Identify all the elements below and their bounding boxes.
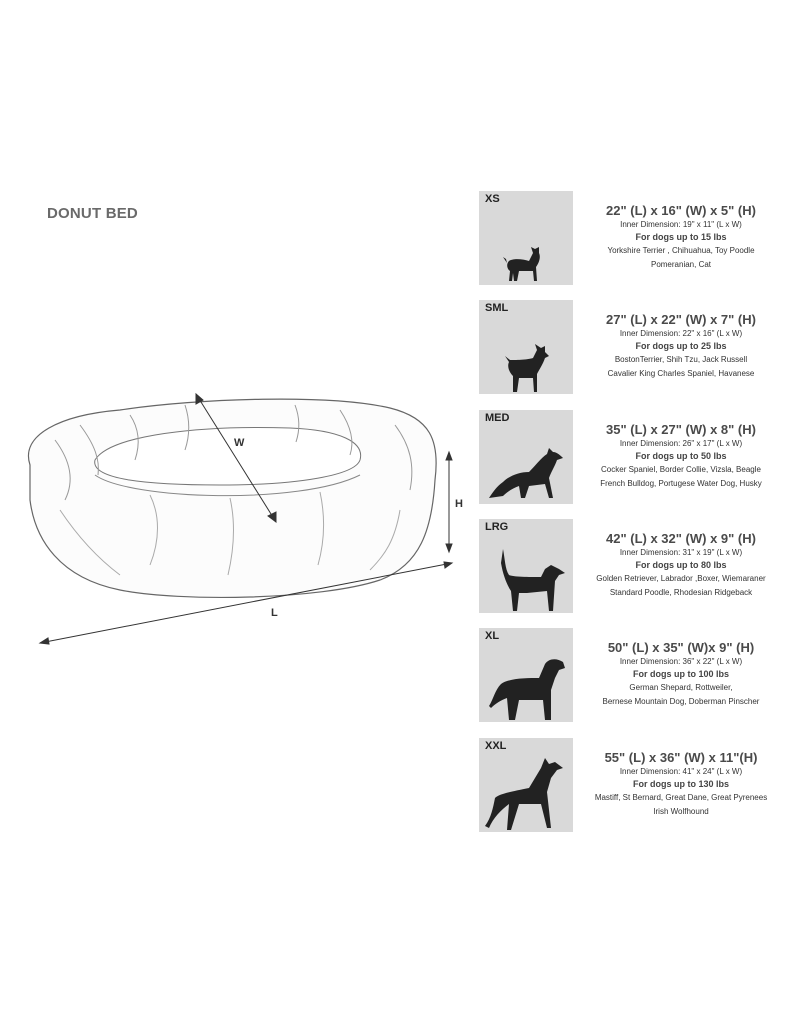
- breed-line: BostonTerrier, Shih Tzu, Jack Russell: [614, 355, 748, 364]
- size-swatch: [479, 628, 573, 722]
- breed-line: German Shepard, Rottweiler,: [629, 683, 733, 692]
- weight-limit: For dogs up to 80 lbs: [635, 560, 727, 570]
- weight-limit: For dogs up to 100 lbs: [632, 669, 729, 679]
- breed-line: Cocker Spaniel, Border Collie, Vizsla, Beagle: [601, 465, 761, 474]
- terrier-silhouette-icon: [479, 300, 573, 394]
- weight-limit: For dogs up to 130 lbs: [632, 779, 729, 789]
- size-swatch: [479, 519, 573, 613]
- size-swatch: [479, 191, 573, 285]
- yorkie-silhouette-icon: [479, 191, 573, 285]
- donut-bed-diagram: [0, 380, 470, 670]
- retriever-silhouette-icon: [479, 628, 573, 722]
- weight-limit: For dogs up to 50 lbs: [635, 451, 727, 461]
- product-title: DONUT BED: [47, 205, 138, 222]
- size-info: [583, 312, 779, 381]
- size-info: [583, 422, 779, 491]
- donut-bed-illustration: [28, 399, 436, 597]
- size-row-xs: [479, 191, 800, 285]
- weight-limit: For dogs up to 15 lbs: [635, 232, 727, 242]
- outer-dimensions: 42" (L) x 32" (W) x 9" (H): [606, 531, 756, 546]
- size-code: LRG: [485, 521, 509, 533]
- size-info: [583, 531, 779, 600]
- breed-line: Pomeranian, Cat: [650, 260, 712, 269]
- outer-dimensions: 22" (L) x 16" (W) x 5" (H): [606, 203, 756, 218]
- inner-dimensions: Inner Dimension: 36" x 22" (L x W): [619, 657, 743, 666]
- breed-line: Cavalier King Charles Spaniel, Havanese: [607, 369, 755, 378]
- breed-line: French Bulldog, Portugese Water Dog, Husky: [600, 479, 762, 488]
- outer-dimensions: 55" (L) x 36" (W) x 11"(H): [604, 750, 758, 765]
- size-code: XS: [485, 193, 500, 205]
- breed-line: Irish Wolfhound: [653, 807, 709, 816]
- size-info: [583, 203, 779, 272]
- height-arrow: [446, 452, 452, 552]
- outer-dimensions: 35" (L) x 27" (W) x 8" (H): [606, 422, 756, 437]
- size-code: XL: [485, 630, 500, 642]
- breed-line: Mastiff, St Bernard, Great Dane, Great Pyrenees: [594, 793, 768, 802]
- inner-dimensions: Inner Dimension: 22" x 16" (L x W): [619, 329, 743, 338]
- weight-limit: For dogs up to 25 lbs: [635, 341, 727, 351]
- great-dane-silhouette-icon: [479, 738, 573, 832]
- inner-dimensions: Inner Dimension: 26" x 17" (L x W): [619, 439, 743, 448]
- width-label: W: [234, 437, 245, 449]
- length-label: L: [271, 607, 278, 619]
- size-code: XXL: [485, 740, 507, 752]
- size-code: MED: [485, 412, 510, 424]
- size-row-lrg: [479, 519, 800, 613]
- breed-line: Standard Poodle, Rhodesian Ridgeback: [609, 588, 753, 597]
- size-row-xxl: [479, 738, 800, 832]
- size-code: SML: [485, 302, 509, 314]
- size-swatch: [479, 410, 573, 504]
- breed-line: Bernese Mountain Dog, Doberman Pinscher: [602, 697, 760, 706]
- outer-dimensions: 50" (L) x 35" (W)x 9" (H): [607, 640, 755, 655]
- outer-dimensions: 27" (L) x 22" (W) x 7" (H): [606, 312, 756, 327]
- inner-dimensions: Inner Dimension: 41" x 24" (L x W): [619, 767, 743, 776]
- collie-silhouette-icon: [479, 410, 573, 504]
- inner-dimensions: Inner Dimension: 19" x 11" (L x W): [620, 220, 742, 229]
- size-swatch: [479, 738, 573, 832]
- size-row-sml: [479, 300, 800, 394]
- size-info: [583, 640, 779, 709]
- size-info: [583, 750, 779, 819]
- breed-line: Golden Retriever, Labrador ,Boxer, Wiemaraner: [596, 574, 766, 583]
- inner-dimensions: Inner Dimension: 31" x 19" (L x W): [619, 548, 743, 557]
- size-swatch: [479, 300, 573, 394]
- height-label: H: [455, 498, 463, 510]
- size-row-xl: [479, 628, 800, 722]
- breed-line: Yorkshire Terrier , Chihuahua, Toy Poodle: [607, 246, 755, 255]
- labrador-silhouette-icon: [479, 519, 573, 613]
- size-row-med: [479, 410, 800, 504]
